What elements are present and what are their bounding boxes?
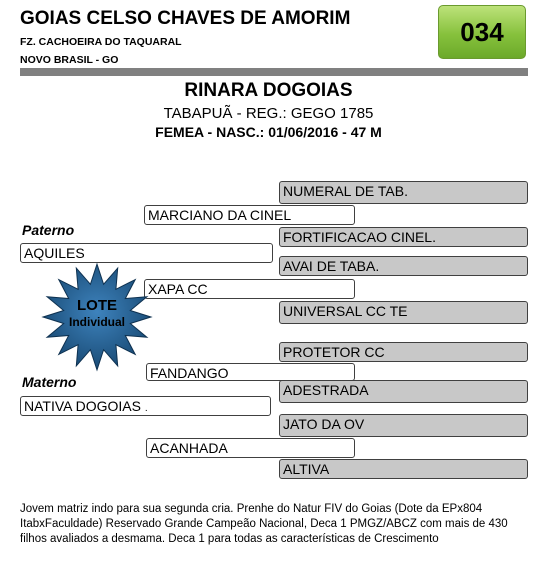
paternal-granddam-box: XAPA CC (144, 279, 355, 299)
sex-birth-date: FEMEA - NASC.: 01/06/2016 - 47 M (155, 124, 382, 140)
lote-badge-line1: LOTE (77, 297, 117, 314)
lote-badge-line2: Individual (68, 315, 125, 329)
city-name: NOVO BRASIL - GO (20, 54, 119, 66)
pgs-dam-box: FORTIFICACAO CINEL. (279, 227, 528, 247)
paternal-grandsire-box: MARCIANO DA CINEL (144, 205, 355, 225)
lot-number-badge: 034 (438, 5, 526, 59)
header-divider (20, 68, 528, 76)
mgd-sire-box: JATO DA OV (279, 414, 528, 437)
description-notes: Jovem matriz indo para sua segunda cria. Prenhe do Natur FIV do Goias (Dote da EPx804 ItabxFaculdade) Reservado Grande Campeão Nacional, Deca 1 PMGZ/ABCZ com mais de 430 filhos avaliados a desmama. Deca 1 para todas as características de Crescimento (20, 503, 508, 545)
dam-mark: . (144, 403, 148, 414)
pgd-dam-box: UNIVERSAL CC TE (279, 301, 528, 324)
animal-name: RINARA DOGOIAS (184, 80, 353, 101)
owner-name: GOIAS CELSO CHAVES DE AMORIM (20, 8, 351, 29)
paternal-label: Paterno (22, 222, 75, 238)
dam-box (20, 396, 271, 416)
maternal-granddam-box: ACANHADA (146, 438, 355, 458)
pgd-sire-box: AVAI DE TABA. (279, 256, 528, 276)
pgs-sire-box: NUMERAL DE TAB. (279, 181, 528, 204)
mgs-dam-box: ADESTRADA (279, 380, 528, 403)
maternal-label: Materno (22, 374, 77, 390)
sire-box: AQUILES (20, 243, 273, 263)
mgd-dam-box: ALTIVA (279, 459, 528, 479)
farm-name: FZ. CACHOEIRA DO TAQUARAL (20, 36, 182, 48)
mgs-sire-box: PROTETOR CC (279, 342, 528, 362)
lote-badge-text (38, 298, 156, 330)
maternal-grandsire-box: FANDANGO (146, 363, 355, 381)
dam-name: NATIVA DOGOIAS (24, 398, 141, 414)
breed-registration: TABAPUÃ - REG.: GEGO 1785 (163, 105, 374, 122)
